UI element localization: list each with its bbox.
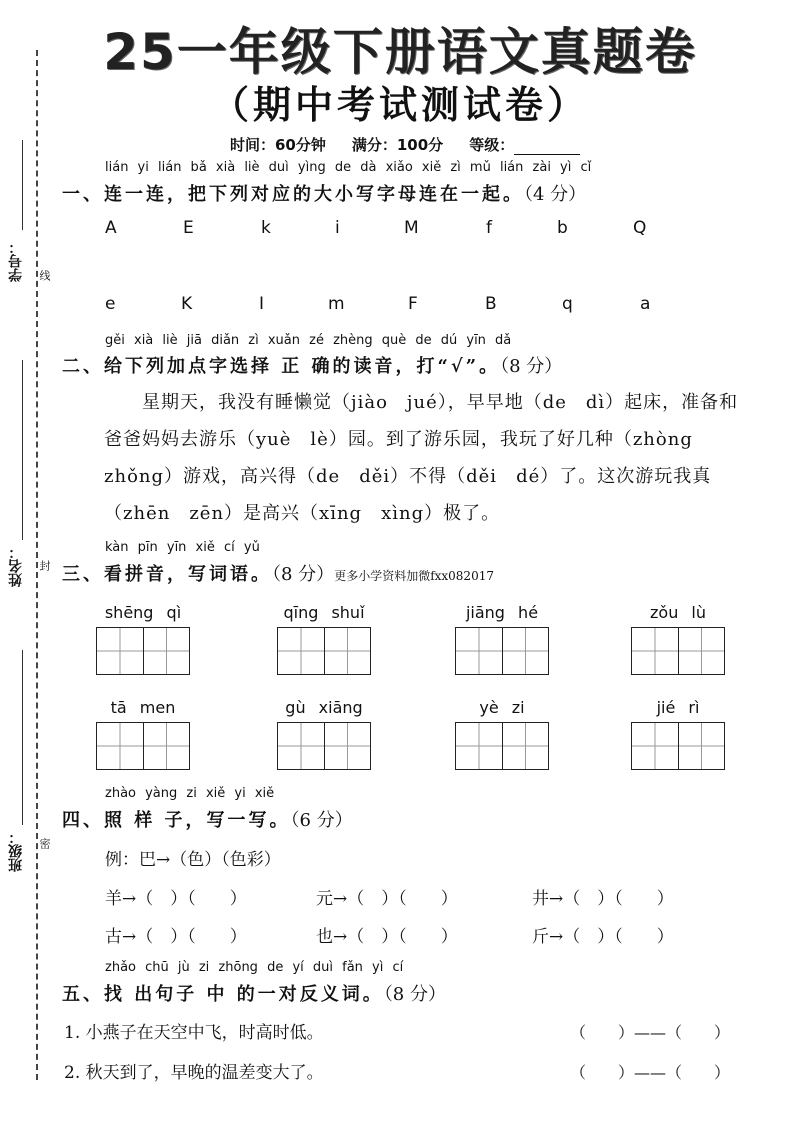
section2-passage: 星期天，我没有睡懒觉（jiào jué），早早地（de dì）起床，准备和爸爸妈妈去游乐（yuè lè）园。到了游乐园，我玩了好几种（zhòng zhǒng）游戏，高兴得（de děi）不得（děi dé）了。这次游玩我真（zhēn zēn）是高兴（xīng xìng）极了。 [104, 392, 739, 524]
class-label: 班级： [8, 830, 24, 872]
word-item [454, 603, 550, 675]
exam-title: 25一年级下册语文真题卷 [103, 23, 697, 81]
fill-item[interactable]: 元→（ ）（ ） [316, 889, 458, 909]
uppercase-letter[interactable]: A [105, 218, 117, 238]
lowercase-letter[interactable]: i [335, 218, 340, 238]
section2-title [62, 352, 562, 378]
section1-title [62, 180, 586, 206]
grade-label: 等级： [469, 136, 515, 154]
writing-grid[interactable] [631, 722, 725, 770]
promo-note: 更多小学资料加微fxx082017 [334, 569, 494, 583]
word-pinyin: yè zi [479, 698, 525, 717]
exam-subtitle: （期中考试测试卷） [210, 83, 589, 127]
section2-pinyin: gěi xià liè jiā diǎn zì xuǎn zé zhèng què de dú yīn dǎ [105, 333, 512, 348]
section2-score: （8 分） [500, 356, 563, 377]
word-item [630, 698, 726, 770]
writing-grid[interactable] [277, 627, 371, 675]
grade-blank[interactable] [514, 140, 580, 155]
section1-score: （4 分） [524, 184, 587, 205]
uppercase-letter[interactable]: I [259, 294, 265, 314]
time-limit: 时间：60分钟 [230, 136, 326, 154]
lowercase-letter[interactable]: k [261, 218, 271, 238]
section5-score: （8 分） [383, 984, 446, 1005]
fill-item[interactable]: 也→（ ）（ ） [316, 927, 458, 947]
writing-grid[interactable] [96, 627, 190, 675]
writing-grid[interactable] [277, 722, 371, 770]
writing-grid[interactable] [455, 722, 549, 770]
binding-mark-seal: 封 [38, 560, 51, 571]
binding-margin [0, 0, 50, 1132]
antonym-blanks[interactable]: （ ）——（ ） [570, 1023, 731, 1042]
word-item [95, 698, 191, 770]
fill-item[interactable]: 羊→（ ）（ ） [105, 889, 247, 909]
fill-item[interactable]: 井→（ ）（ ） [532, 889, 674, 909]
question-number: 1. [64, 1023, 81, 1043]
lowercase-letter[interactable]: q [562, 294, 573, 314]
word-pinyin: jié rì [656, 698, 700, 717]
lowercase-letter[interactable]: f [486, 218, 492, 238]
question-number: 2. [64, 1063, 81, 1083]
binding-mark-line: 线 [38, 270, 51, 281]
class-line [22, 650, 23, 825]
binding-mark-secret: 密 [38, 838, 51, 849]
section4-heading: 四、照 样 子，写一写。 [62, 810, 291, 831]
section3-pinyin: kàn pīn yīn xiě cí yǔ [105, 540, 260, 555]
question-row [64, 1058, 324, 1083]
section3-score: （8 分） [272, 564, 335, 585]
section5-title [62, 980, 446, 1006]
fill-item[interactable]: 斤→（ ）（ ） [532, 927, 674, 947]
section3-title [62, 560, 494, 586]
uppercase-letter[interactable]: M [404, 218, 419, 238]
grade-field [469, 134, 580, 155]
uppercase-letter[interactable]: Q [633, 218, 647, 238]
section2-heading: 二、给下列加点字选择 正 确的读音，打“√”。 [62, 356, 501, 377]
lowercase-letter[interactable]: e [105, 294, 116, 314]
section1-pinyin: lián yi lián bǎ xià liè duì yìng de dà xiǎo xiě zì mǔ lián zài yì cǐ [105, 160, 592, 175]
uppercase-letter[interactable]: E [183, 218, 194, 238]
section3-heading: 三、看拼音，写词语。 [62, 564, 272, 585]
word-pinyin: zǒu lù [650, 603, 706, 622]
uppercase-letter[interactable]: B [485, 294, 497, 314]
lowercase-letter[interactable]: m [328, 294, 345, 314]
uppercase-letter[interactable]: F [408, 294, 418, 314]
word-pinyin: qīng shuǐ [283, 603, 365, 622]
word-item [276, 603, 372, 675]
question-row [64, 1018, 324, 1043]
section4-score: （6 分） [290, 810, 353, 831]
question-text: 秋天到了，早晚的温差变大了。 [85, 1063, 324, 1083]
word-item [95, 603, 191, 675]
writing-grid[interactable] [96, 722, 190, 770]
section4-title [62, 806, 353, 832]
word-pinyin: jiāng hé [465, 603, 539, 622]
name-label: 姓名： [8, 545, 24, 587]
writing-grid[interactable] [455, 627, 549, 675]
section5-pinyin: zhǎo chū jù zi zhōng de yí duì fǎn yì cí [105, 960, 404, 975]
exam-meta [230, 134, 580, 155]
word-item [454, 698, 550, 770]
lowercase-letter[interactable]: a [640, 294, 651, 314]
word-pinyin: gù xiāng [285, 698, 363, 717]
word-item [630, 603, 726, 675]
uppercase-letter[interactable]: K [181, 294, 193, 314]
fill-item[interactable]: 古→（ ）（ ） [105, 927, 247, 947]
lowercase-letter[interactable]: b [557, 218, 568, 238]
full-score: 满分：100分 [351, 136, 444, 154]
student-id-label: 学号： [8, 240, 24, 282]
word-item [276, 698, 372, 770]
word-pinyin: shēng qì [104, 603, 182, 622]
question-text: 小燕子在天空中飞，时高时低。 [85, 1023, 324, 1043]
student-id-line [22, 140, 23, 230]
section1-heading: 一、连一连，把下列对应的大小写字母连在一起。 [62, 184, 524, 205]
name-line [22, 360, 23, 540]
example-line: 例：巴→（色）（色彩） [105, 850, 281, 870]
antonym-blanks[interactable]: （ ）——（ ） [570, 1063, 731, 1082]
writing-grid[interactable] [631, 627, 725, 675]
section4-pinyin: zhào yàng zi xiě yi xiě [105, 786, 275, 801]
section5-heading: 五、找 出句子 中 的一对反义词。 [62, 984, 384, 1005]
word-pinyin: tā men [110, 698, 176, 717]
